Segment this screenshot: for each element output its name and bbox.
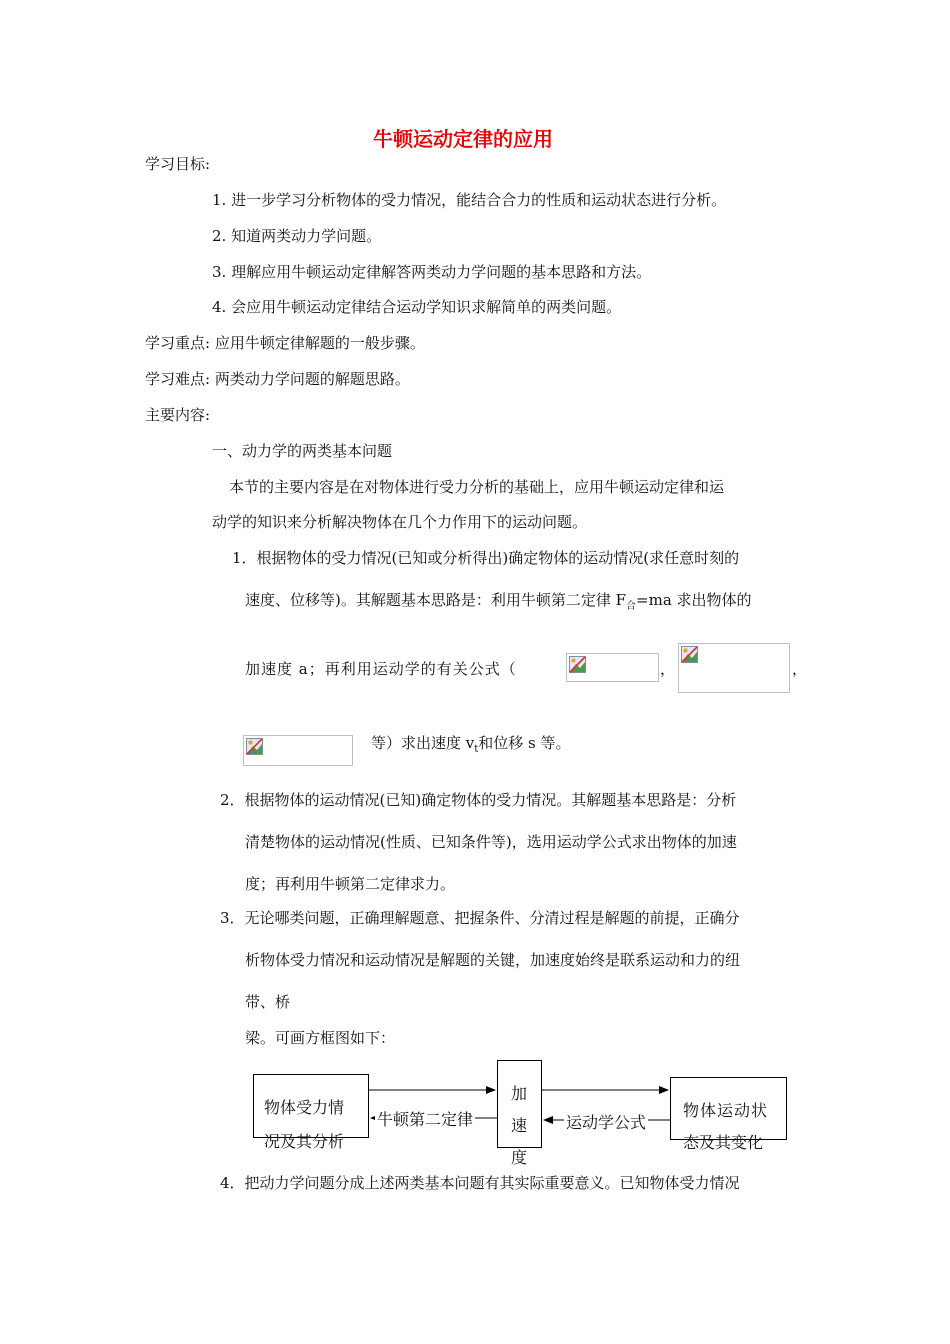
item3-line: 3．无论哪类问题，正确理解题意、把握条件、分清过程是解题的前提，正确分 bbox=[220, 909, 740, 927]
force-box-line: 况及其分析 bbox=[264, 1132, 345, 1151]
item4-line: 4．把动力学问题分成上述两类基本问题有其实际重要意义。已知物体受力情况 bbox=[220, 1174, 740, 1192]
intro-paragraph-line: 动学的知识来分析解决物体在几个力作用下的运动问题。 bbox=[212, 513, 588, 531]
key-point: 学习重点: 应用牛顿定律解题的一般步骤。 bbox=[145, 334, 425, 352]
kinematics-formula-label: 运动学公式 bbox=[564, 1110, 648, 1133]
objectives-label: 学习目标: bbox=[145, 155, 211, 173]
objective-item: 1. 进一步学习分析物体的受力情况，能结合合力的性质和运动状态进行分析。 bbox=[212, 191, 727, 209]
difficult-point: 学习难点: 两类动力学问题的解题思路。 bbox=[145, 370, 410, 388]
item1-line: 速度、位移等)。其解题基本思路是：利用牛顿第二定律 $F_合=ma$ 求出物体的 bbox=[245, 591, 752, 612]
acceleration-box-char: 速 bbox=[511, 1116, 528, 1135]
item1-line: 加速度 a；再利用运动学的有关公式（ bbox=[245, 660, 517, 678]
force-box-line: 物体受力情 bbox=[264, 1098, 345, 1117]
item3-line: 梁。可画方框图如下： bbox=[245, 1029, 396, 1047]
main-content-label: 主要内容: bbox=[145, 406, 211, 424]
objective-item: 4. 会应用牛顿运动定律结合运动学知识求解简单的两类问题。 bbox=[212, 298, 622, 316]
item3-line: 带、桥 bbox=[245, 993, 291, 1011]
item2-line: 度；再利用牛顿第二定律求力。 bbox=[245, 875, 456, 893]
page-title: 牛顿运动定律的应用 bbox=[373, 127, 553, 151]
motion-box-line: 物体运动状 bbox=[683, 1101, 769, 1120]
newton-second-law-label: 牛顿第二定律 bbox=[375, 1107, 475, 1130]
acceleration-box-char: 度 bbox=[511, 1148, 528, 1167]
motion-box bbox=[670, 1077, 787, 1152]
intro-paragraph-line: 本节的主要内容是在对物体进行受力分析的基础上，应用牛顿运动定律和运 bbox=[229, 478, 725, 496]
item1-line: 等）求出速度 $v_t$和位移 s 等。 bbox=[371, 734, 571, 755]
item3-line: 析物体受力情况和运动情况是解题的关键，加速度始终是联系运动和力的纽 bbox=[245, 951, 741, 969]
item1-line: 1．根据物体的受力情况(已知或分析得出)确定物体的运动情况(求任意时刻的 bbox=[232, 549, 740, 567]
comma: ， bbox=[660, 660, 676, 678]
acceleration-box-char: 加 bbox=[511, 1084, 528, 1103]
item2-line: 2．根据物体的运动情况(已知)确定物体的受力情况。其解题基本思路是：分析 bbox=[220, 791, 737, 809]
objective-item: 3. 理解应用牛顿运动定律解答两类动力学问题的基本思路和方法。 bbox=[212, 263, 652, 281]
acceleration-box bbox=[497, 1060, 542, 1167]
force-box bbox=[253, 1074, 369, 1151]
objective-item: 2. 知道两类动力学问题。 bbox=[212, 227, 382, 245]
motion-box-line: 态及其变化 bbox=[683, 1133, 764, 1152]
section-heading: 一、动力学的两类基本问题 bbox=[212, 442, 393, 460]
comma: ， bbox=[792, 660, 808, 678]
item2-line: 清楚物体的运动情况(性质、已知条件等)，选用运动学公式求出物体的加速 bbox=[245, 833, 737, 851]
